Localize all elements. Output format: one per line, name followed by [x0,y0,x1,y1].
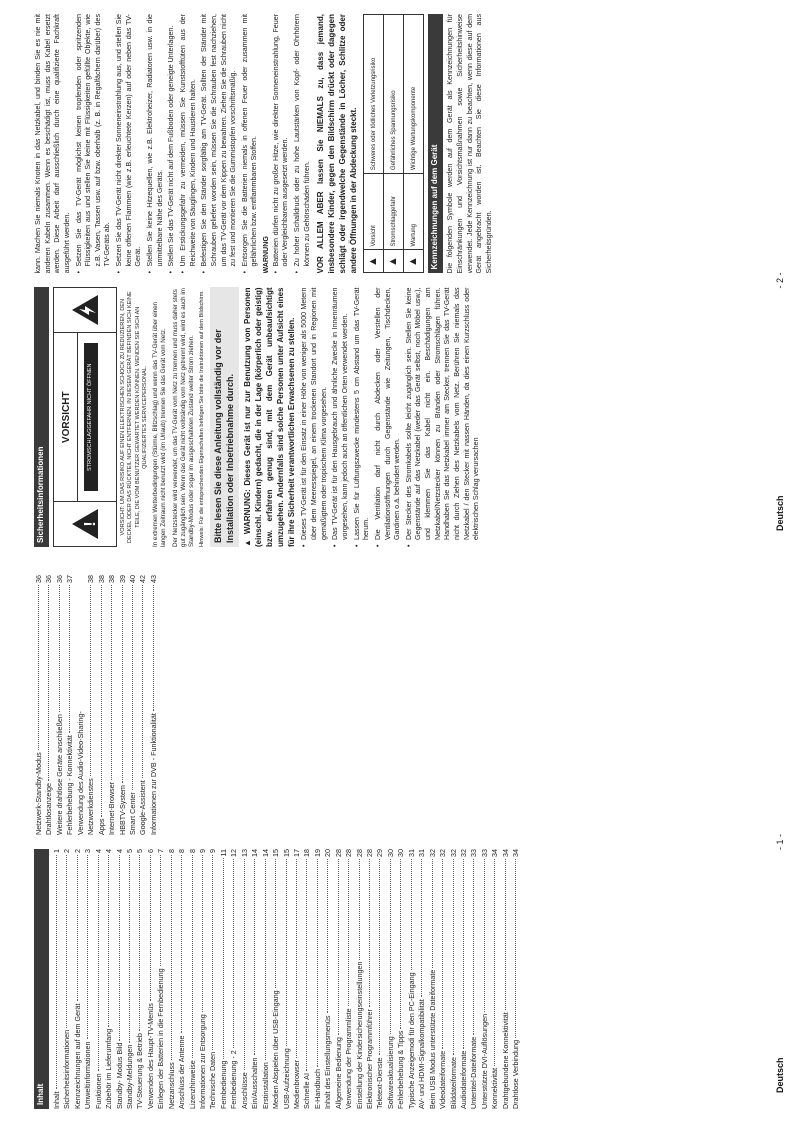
toc-leader [139,855,140,1031]
toc-page-number: 39 [117,575,127,583]
safety-bullet: • Das TV-Gerät ist für den Hausgebrauch und ähnliche Zwecke in Innenräumen vorgesehen, kann jedoch auch an öffentlichen Orten verwendet werden. [331,288,350,548]
toc-entry-title: Konnektivität [490,1067,500,1109]
page-1 [0,561,798,1123]
toc-leader [108,855,109,1027]
toc-page-number: 36 [54,575,64,583]
page-footer-1 [762,561,798,1123]
toc-entry-title: Ein/Ausschalten [250,1057,260,1109]
toc-page-number: 38 [96,575,106,583]
toc-entry[interactable] [83,849,93,1109]
toc-entry[interactable] [480,849,490,1109]
toc-page-number: 17 [291,849,301,857]
toc-page-number: 18 [302,849,312,857]
toc-entry-title: Untertitel-Dateiformate [469,1036,479,1109]
toc-leader [212,855,213,1050]
warning-inline-icon: ▲ [243,534,253,547]
toc-leader [453,859,454,1055]
toc-entry[interactable] [208,849,218,1109]
symbol-label: Stromschlaggefahr [384,174,404,250]
toc-entry-title: Einlegen der Batterien in die Fernbedienung [156,968,166,1109]
toc-leader [119,855,120,1041]
toc-page-number: 40 [127,575,137,583]
toc-page-number: 2 [62,849,72,853]
toc-leader [275,859,276,988]
warning-label: WARNUNG [262,236,271,274]
toc-leader [38,585,39,750]
toc-entry[interactable] [34,575,44,835]
toc-entry[interactable] [62,849,72,1109]
toc-entry[interactable] [250,849,260,1109]
toc-page-number: 4 [114,849,124,853]
toc-page-number: 8 [187,849,197,853]
toc-page-number: 34 [511,849,521,857]
footer-language: Deutsch [775,495,785,531]
toc-page-number: 8 [166,849,176,853]
toc-entry[interactable] [94,849,104,1109]
toc-entry[interactable] [355,849,365,1109]
toc-entry-title: Anschluss der Antenne [177,1035,187,1109]
toc-entry-title: Technische Daten [208,1051,218,1109]
safety-column-1 [34,288,746,548]
toc-leader [296,859,297,1058]
toc-page-number: 3 [83,849,93,853]
toc-entry[interactable] [198,849,208,1109]
toc-leader [348,859,349,1006]
toc-entry[interactable] [428,849,438,1109]
toc-entry-title: Audiodateiformate [458,1050,468,1109]
symbol-label: Vorsicht [364,174,384,250]
safety-title: Sicherheitsinformationen [34,288,49,548]
toc-leader [171,855,172,1060]
toc-page-number: 33 [479,849,489,857]
toc-page-number: 5 [135,849,145,853]
toc-page-number: 37 [65,575,75,583]
toc-entry[interactable] [417,849,427,1109]
toc-entry[interactable] [149,575,159,835]
toc-entry-title: Fernbedienung [218,1060,228,1109]
toc-leader [494,859,495,1066]
toc-leader [132,585,133,790]
toc-entry[interactable] [334,849,344,1109]
toc-entry[interactable] [261,849,271,1109]
toc-leader [90,585,91,776]
toc-page-number: 19 [312,849,322,857]
toc-leader [421,859,422,997]
toc-leader [153,585,154,711]
safety-bullet: • Um Erstickungsgefahr zu vermeiden, müssen Sie Kunststofftüten aus der Reichweite von Säuglingen, Kindern und Haustieren halten. [179,14,198,274]
toc-leader [66,855,67,1028]
read-manual-heading: Bitte lesen Sie diese Anleitung vollständig vor der Installation oder Inbetriebnahme durch. [210,288,239,548]
toc-entry-title: Schnelle AI [302,1073,312,1109]
toc-entry-title: HBBTV-System [117,785,127,835]
toc-entry-title: Drahtgebundene Konnektivität [500,1012,510,1109]
symbol-triangle-icon: ▲ [364,250,384,273]
safety-bullet: • Batterien dürfen nicht zu großer Hitze, wie direkter Sonneneinstrahlung, Feuer oder Vergleichbarem ausgesetzt werden. [272,14,291,274]
toc-entry-title: Fehlerbehebung & Tipps [396,1030,406,1109]
toc-entry-title: Typische Anzeigemodi für den PC-Eingang [406,972,416,1109]
toc-column-1 [34,849,746,1109]
footer-page-number: - 2 - [775,272,785,289]
toc-entry-title: Verwendung des Audio-Video-Sharing- [75,711,85,835]
toc-page-number: 31 [406,849,416,857]
safety-bullet: • Stellen Sie das TV-Gerät nicht auf dem Fußboden oder geneigte Unterlagen. [167,14,177,274]
toc-entry[interactable] [55,575,65,835]
toc-entry[interactable] [128,575,138,835]
footer-language: Deutsch [775,1057,785,1093]
toc-entry[interactable] [375,849,385,1109]
toc-leader [400,859,401,1029]
toc-page-number: 28 [365,849,374,857]
toc-page-number: 9 [198,849,207,853]
footer-page-number: - 1 - [775,834,785,851]
toc-entry[interactable] [271,849,281,1109]
toc-entry-title: Verwendung der Programmliste [344,1008,354,1109]
plug-paragraph: Der Netzstecker wird verwendet, um das TV-Gerät vom Netz zu trennen und muss daher stets gut zugänglich sein. Wenn das Gerät nicht vollständig vom Netz getrennt wird, wird es auch im Standby-Modus oder sogar im ausgeschalteten Zustand weiter Strom ziehen. [171,288,195,547]
safety-bullet: • Entsorgen Sie die Batterien niemals in offenen Feuer oder zusammen mit gefährlichen bzw. entflammbaren Stoffen. [241,14,260,274]
toc-entry[interactable] [107,575,117,835]
toc-entry-title: Videodateiformate [438,1050,448,1109]
toc-entry-title: Informationen zur Entsorgung [198,1014,207,1109]
symbol-triangle-icon: ▲ [384,250,404,273]
toc-entry-title: Medien Abspielen über USB-Eingang [271,990,281,1109]
toc-entry-title: Kennzeichnungen auf dem Gerät [72,1003,82,1109]
safety-bullet: • Zu hoher Schalldruck oder zu hohe Lautstärken von Kopf- oder Ohrhörern können zu Gehörschäden führen. [293,14,312,274]
toc-column-2 [34,575,746,835]
caution-text: VORSICHT: UM DAS RISIKO AUF EINEN ELEKTRISCHEN SCHOCK ZU REDUZIEREN, DEN DECKEL ODER DAS RÜCKTEIL NICHT ENTFERNEN. IN DIESEM GERÄT BEFINDEN SICH KEINE TEILE, DIE VOM BENUTZER GEWARTET WERDEN KÖNNEN. WENDEN SIE SICH AN QUALIFIZIERTES SERVICEPERSONAL. [119,291,148,544]
toc-entry[interactable] [86,575,96,835]
toc-page-number: 36 [44,575,54,583]
toc-leader [359,859,360,960]
toc-entry-title: Elektronischer Programmführer [365,1009,374,1109]
toc-page-number: 34 [500,849,510,857]
toc-entry[interactable] [229,849,239,1109]
toc-page-number: 28 [354,849,364,857]
toc-leader [87,855,88,1039]
toc-leader [223,858,224,1058]
toc-page-number: 2 [72,849,82,853]
toc-leader [473,859,474,1035]
toc-entry[interactable] [490,849,500,1109]
toc-page-number: 32 [458,849,468,857]
toc-entry-title: Umweltinformationen [83,1041,93,1109]
toc-entry-title: Weitere drahtlose Geräte anschließen [54,714,64,835]
toc-entry[interactable] [138,575,148,835]
toc-entry[interactable] [438,849,448,1109]
toc-entry[interactable] [115,849,125,1109]
toc-leader [101,585,102,817]
toc-leader [411,859,412,970]
safety-bullet: • Befestigen Sie den Ständer sorgfältig am TV-Gerät. Sollten der Ständer mit Schrauben geliefert worden sein, müssen Sie die Schrauben fest nachziehen, um das TV-Gerät vor dem Kippen zu bewahren. Ziehen Sie die Schrauben nicht zu fest und montieren Sie die Gummistopfen vorschriftsmäßig. [200,14,239,274]
toc-page-number: 28 [333,849,343,857]
toc-entry-title: Allgemeine Bedienung [333,1037,343,1109]
toc-entry-title: Lizenzhinweise [187,1060,197,1109]
page-2 [0,0,798,561]
toc-leader [142,585,143,778]
toc-leader [181,855,182,1033]
toc-leader [484,859,485,1012]
toc-leader [338,859,339,1035]
toc-entry[interactable] [313,849,323,1109]
toc-entry-title: Drahtlose Verbindung [511,1039,521,1109]
toc-entry-title: Inhalt [51,1091,61,1109]
lightning-triangle-icon [54,289,116,333]
symbol-row [364,15,384,274]
toc-page-number: 5 [124,849,134,853]
toc-page-number: 20 [323,849,333,857]
toc-entry[interactable] [167,849,177,1109]
toc-page-number: 6 [145,849,155,853]
toc-entry-title: USB-Aufzeichnung [281,1048,291,1109]
toc-title: Inhalt [34,849,49,1109]
toc-leader [327,859,328,1014]
toc-entry[interactable] [396,849,406,1109]
toc-page-number: 34 [490,849,500,857]
toc-entry[interactable] [44,575,54,835]
toc-page-number: 7 [156,849,166,853]
toc-entry-title: Drahtlosanzeige [44,783,54,835]
toc-entry-title: Internet-Browser [107,781,117,835]
toc-entry[interactable] [125,849,135,1109]
toc-entry[interactable] [104,849,114,1109]
toc-entry[interactable] [52,849,62,1109]
markings-text: Die folgenden Symbole werden auf dem Gerät als Kennzeichnungen für Einschränkungen und Vorsichtsmaßnahmen sowie Sicherheitshinweise verwendet. Jede Kennzeichnung ist nur dann zu beachten, wenn diese auf dem Gerät angebracht worden ist. Beachten Sie diese Informationen aus Sicherheitsgründen. [446,14,493,274]
safety-bullet: • Stellen Sie keine Hitzequellen, wie z.B. Elektroheizer, Radiatoren usw. in die unmittelbare Nähe des Geräts. [146,14,165,274]
symbol-description: Gefährliches Spannungsrisiko [384,15,404,174]
toc-entry-title: Inhalt des Einstellungsmenüs [323,1015,333,1109]
shock-label: STROMSCHLAGGEFAHR NICHT ÖFFNEN [84,344,97,492]
toc-entry-title: AV- und HDMI-Signalkompatibilität [417,999,427,1109]
toc-page-number: 30 [396,849,406,857]
toc-entry[interactable] [292,849,302,1109]
toc-page-number: 32 [438,849,448,857]
toc-entry[interactable] [188,849,198,1109]
toc-entry-title: Standby- Modus Bild [114,1042,124,1109]
toc-page-number: 15 [271,849,281,857]
toc-entry-title: Bilddateiformate [448,1057,458,1109]
toc-leader [515,859,516,1038]
toc-leader [233,859,234,1048]
toc-leader [48,585,49,781]
toc-leader [265,859,266,1060]
toc-entry-title: Beim USB Modus unterstützte Dateiformate [427,969,437,1109]
toc-entry[interactable] [386,849,396,1109]
toc-page-number: 13 [239,849,249,857]
toc-entry[interactable] [156,849,166,1109]
toc-page-number: 9 [208,849,218,853]
toc-page-number: 28 [344,849,354,857]
warning-triangle-icon [54,502,116,546]
toc-entry-title: Google-Assistent [138,780,148,835]
toc-leader [77,855,78,1002]
toc-entry[interactable] [146,849,156,1109]
toc-leader [244,859,245,1070]
toc-page-number: 12 [229,849,239,857]
toc-entry[interactable] [302,849,312,1109]
toc-page-number: 36 [34,575,43,583]
toc-entry-title: Apps [96,818,106,835]
symbol-label: Wartung [404,174,424,250]
toc-page-number: 43 [148,575,158,583]
markings-title: Kennzeichnungen auf dem Gerät [428,14,443,274]
toc-leader [122,585,123,783]
toc-leader [192,855,193,1058]
toc-entry[interactable] [282,849,292,1109]
toc-page-number: 14 [250,849,260,857]
toc-entry-title: Netzwerkdienstes [86,778,96,835]
toc-entry-title: Verwenden des Haupt-TV-Menüs [145,1003,155,1109]
note-paragraph: Hinweis: Für die entsprechenden Eigenschaften befolgen Sie bitte die Instruktionen auf dem Bildschirm. [198,290,205,547]
toc-leader [369,859,370,1007]
toc-leader [69,585,70,733]
toc-page-number: 4 [104,849,114,853]
toc-leader [432,859,433,968]
toc-leader [254,859,255,1055]
toc-entry-title: Unterstützte DVI-Auflösungen [479,1013,489,1109]
toc-leader [442,859,443,1049]
toc-entry-title: Medienbrowser [291,1059,301,1109]
toc-entry-title: Funktionen [93,1073,103,1109]
toc-leader [379,859,380,1055]
toc-leader [202,855,203,1012]
svg-text:!: ! [81,521,99,527]
toc-leader [160,855,161,966]
toc-entry[interactable] [177,849,187,1109]
toc-entry[interactable] [344,849,354,1109]
toc-entry[interactable] [219,849,229,1109]
symbol-table [363,14,424,274]
toc-leader [150,855,151,1001]
toc-page-number: 29 [375,849,385,857]
toc-leader [286,859,287,1046]
toc-entry[interactable] [407,849,417,1109]
toc-page-number: 15 [281,849,291,857]
toc-entry-title: Fernbedienung - 2 [229,1050,239,1109]
toc-entry-title: Netzwerk-Standby-Modus [34,752,43,835]
safety-bullet: • Der Stecker des Stromkabels sollte leicht zugänglich sein. Stellen Sie keine Gegenstände auf das Netzkabel (weder das Gerät selbst, noch Möbel usw.), und klemmen Sie das Kabel nicht ein. Beschädigungen am Netzkabel/Netzstecker können zu Bränden oder Stromschlägen führen. Handhaben Sie das Netzkabel immer am Stecker, trennen Sie das TV-Gerät nicht durch Ziehen des Netzkabels vom Netz. Berühren Sie niemals das Netzkabel / den Stecker mit nassen Händen, da dies einen Kurzschluss oder elektrischen Schlag verursachen [405,288,482,548]
toc-entry-title: Fehlerbehebung - Konnektivität [65,735,75,835]
children-warning: VOR ALLEM ABER lassen Sie NIEMALS zu, dass jemand, insbesondere Kinder, gegen den Bildschirm drückt oder dagegen schlägt oder irgendwelche Gegenstände in Löcher, Schlitze oder andere Öffnungen in der Abdeckung steckt. [316,14,358,274]
page-footer-2 [762,0,798,561]
warning-paragraph: ▲ WARNUNG: Dieses Gerät ist nur zur Benutzung von Personen (einschl. Kindern) gedacht, die in der Lage (körperlich oder geistig) bzw. erfahren genug sind, mit dem Gerät unbeaufsichtigt umzugehen. Andernfalls sind solche Personen unter Aufsicht eines für ihre Sicherheit verantwortlichen Erwachsenen zu stellen. [243,287,296,547]
toc-entry[interactable] [65,575,75,835]
toc-page-number: 32 [448,849,458,857]
toc-page-number: 38 [107,575,117,583]
toc-leader [111,585,112,780]
toc-entry-title: Smart Center [127,792,137,835]
toc-page-number: 30 [385,849,395,857]
toc-entry[interactable] [76,575,86,835]
caution-box [53,288,117,548]
toc-entry-title: Erstinstallation [260,1062,270,1109]
weather-paragraph: In extremen Wetterbedingungen (Stürme, Blitzschlag) und wenn das TV-Gerät über einen langen Zeitraum nicht benutzt wird (im Urlaub) trennen Sie das Gerät vom Netz. [152,301,168,547]
toc-leader [505,859,506,1010]
toc-entry[interactable] [449,849,459,1109]
toc-page-number: 38 [86,575,96,583]
toc-entry[interactable] [97,575,107,835]
toc-page-number: 42 [138,575,148,583]
toc-entry-title: Sicherheitsinformationen [62,1029,72,1109]
toc-page-number: 31 [417,849,427,857]
toc-entry[interactable] [118,575,128,835]
toc-entry[interactable] [501,849,511,1109]
toc-leader [59,585,60,712]
safety-bullet: • Die Ventilation darf nicht durch Abdecken oder Verstellen der Ventilationsöffnungen durch Gegenstände wie Zeitungen, Tischdecken, Gardinen o.ä. behindert werden. [374,288,403,548]
toc-entry-title: E-Handbuch [312,1069,322,1109]
symbol-row [404,15,424,274]
symbol-triangle-icon: ▲ [404,250,424,273]
toc-leader [317,859,318,1067]
toc-leader [56,855,57,1089]
toc-page-number: 33 [469,849,479,857]
toc-page-number: 4 [93,849,103,853]
safety-bullet: • Setzen Sie das TV-Gerät nicht direkter Sonneneinstrahlung aus, und stellen Sie keine offenen Flammen (wie z.B. erleuchtete Kerzen) auf oder neben das TV-Gerät. [115,14,144,274]
symbol-description: Wichtige Wartungskomponente [404,15,424,174]
toc-page-number: 1 [51,849,61,853]
toc-entry-title: Teletext-Dienste [375,1057,385,1109]
safety-bullet: • Lassen Sie für Lüftungszwecke mindestens 5 cm Abstand um das TV-Gerät herum. [353,288,372,548]
symbol-description: Schweres oder tödliches Verletzungsrisiko [364,15,384,174]
toc-entry[interactable] [469,849,479,1109]
toc-entry-title: Netzanschluss [166,1062,176,1109]
toc-entry[interactable] [240,849,250,1109]
toc-entry-title: TV-Steuerung & Betrieb [135,1033,145,1109]
toc-leader [98,855,99,1071]
toc-leader [306,859,307,1071]
toc-entry-title: Zubehör im Lieferumfang [104,1028,114,1109]
toc-leader [390,859,391,1034]
toc-entry-title: Softwareaktualisierung [385,1036,395,1109]
caution-heading: VORSICHT [54,334,79,502]
toc-entry[interactable] [511,849,521,1109]
toc-page-number: 32 [427,849,437,857]
toc-page-number: 14 [260,849,270,857]
toc-entry-title: Einstellung der Kindersicherungseinstellungen [354,961,364,1109]
toc-page-number: 11 [218,849,228,857]
toc-entry[interactable] [459,849,469,1109]
safety-column-2 [34,14,746,274]
safety-bullet: • Dieses TV-Gerät ist für den Einsatz in einer Höhe von weniger als 5000 Metern über dem Meeresspiegel, an einem trockenen Standort und in Regionen mit gemäßigtem oder tropischem Klima vorgesehen. [300,288,329,548]
toc-entry-title: Anschlüsse [239,1072,249,1109]
toc-entry[interactable] [365,849,375,1109]
toc-leader [129,855,130,1043]
toc-entry[interactable] [323,849,333,1109]
toc-entry[interactable] [135,849,145,1109]
symbol-row [384,15,404,274]
toc-entry-title: Informationen zur DVB - Funktionalität [148,713,158,835]
safety-bullet: • Setzen Sie das TV-Gerät möglichst keinen tropfenden oder spritzenden Flüssigkeiten aus und stellen Sie keine mit Flüssigkeiten gefüllte Objekte, wie z.B. Vasen, Tassen usw. auf bzw. oberhalb (z. B. in Regalfächern darüber) des TV-Geräts ab. [75,14,114,274]
toc-entry-title: Standby-Meldungen [124,1044,134,1109]
toc-page-number: 8 [177,849,187,853]
toc-leader [463,859,464,1049]
toc-entry[interactable] [73,849,83,1109]
cable-continuation: kann. Machen Sie niemals Knoten in das Netzkabel, und binden Sie es nie mit anderen Kabeln zusammen. Wenn es beschädigt ist, muss das Kabel ersetzt werden. Diese Arbeit darf ausschließlich durch eine qualifizierte Fachkraft ausgeführt werden. [34,14,71,274]
